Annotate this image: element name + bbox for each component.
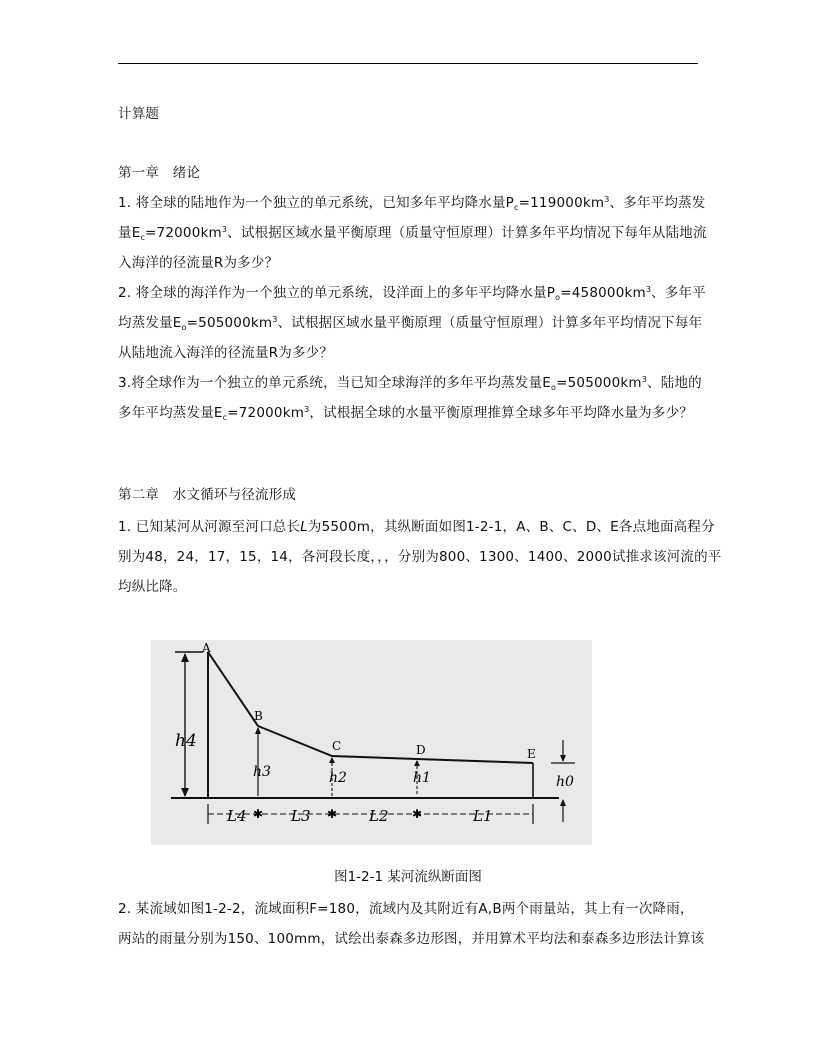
length-label-l1: L1 bbox=[473, 807, 493, 825]
ch2-q1-line1: 1. 已知某河从河源至河口总长L为5500m，其纵断面如图1-2-1，A、B、C、D、E各点地面高程分 bbox=[118, 519, 715, 535]
ch1-q1-line2: 量$E_c=72000km^3$、试根据区域水量平衡原理（质量守恒原理）计算多年平均情况下每年从陆地流 bbox=[118, 225, 707, 242]
ch2-q1-line2: 别为48，24，17，15，14，各河段长度，，，分别为800、1300、1400、2000试推求该河流的平 bbox=[118, 549, 722, 565]
ch2-q2-line1: 2. 某流域如图1-2-2，流域面积F=180，流域内及其附近有A,B两个雨量站，其上有一次降雨， bbox=[118, 901, 694, 917]
chapter1-title: 第一章 绪论 bbox=[118, 165, 201, 181]
point-label-c: C bbox=[332, 739, 342, 753]
ch1-q1-line3: 入海洋的径流量R为多少？ bbox=[118, 255, 279, 271]
ch1-q1-line1: 1. 将全球的陆地作为一个独立的单元系统，已知多年平均降水量$P_c=119000km^3$、多年平均蒸发 bbox=[118, 195, 706, 212]
ch1-q2-line1: 2. 将全球的海洋作为一个独立的单元系统，设洋面上的多年平均降水量$P_o=458000km^3$、多年平 bbox=[118, 285, 706, 302]
length-tick-b: ✱ bbox=[252, 807, 264, 821]
point-label-b: B bbox=[254, 709, 263, 723]
height-label-h0: h0 bbox=[556, 774, 574, 790]
height-label-h2: h2 bbox=[329, 770, 347, 786]
length-label-l2: L2 bbox=[369, 807, 389, 825]
ch1-q3-line2: 多年平均蒸发量$E_c=72000km^3$，试根据全球的水量平衡原理推算全球多年平均降水量为多少？ bbox=[118, 405, 693, 422]
ch1-q2-line2: 均蒸发量$E_o=505000km^3$、试根据区域水量平衡原理（质量守恒原理）计算多年平均情况下每年 bbox=[118, 315, 703, 332]
h0-arrow-up bbox=[560, 799, 566, 806]
point-label-e: E bbox=[527, 747, 536, 761]
h3-arrow-up bbox=[255, 727, 261, 734]
river-profile-diagram bbox=[151, 640, 592, 845]
figure-caption: 图1-2-1 某河流纵断面图 bbox=[334, 869, 482, 885]
ch1-q2-line3: 从陆地流入海洋的径流量R为多少？ bbox=[118, 345, 334, 361]
length-tick-c: ✱ bbox=[326, 807, 338, 821]
height-label-h1: h1 bbox=[413, 770, 431, 786]
point-label-a: A bbox=[202, 641, 211, 655]
ch2-q2-line2: 两站的雨量分别为150、100mm，试绘出泰森多边形图，并用算术平均法和泰森多边形法计算该 bbox=[118, 931, 705, 947]
height-label-h3: h3 bbox=[253, 764, 271, 780]
length-tick-d: ✱ bbox=[411, 807, 423, 821]
chapter2-title: 第二章 水文循环与径流形成 bbox=[118, 487, 297, 503]
river-profile-figure bbox=[151, 640, 592, 845]
point-label-d: D bbox=[416, 743, 426, 757]
h4-arrow-down bbox=[181, 788, 189, 797]
h0-arrow-down bbox=[560, 755, 566, 762]
h4-arrow-up bbox=[181, 653, 189, 662]
ch2-q1-line3: 均纵比降。 bbox=[118, 579, 187, 595]
length-label-l3: L3 bbox=[291, 807, 311, 825]
header-rule bbox=[118, 63, 698, 64]
river-profile-line bbox=[208, 652, 533, 763]
section-heading: 计算题 bbox=[118, 106, 160, 122]
length-label-l4: L4 bbox=[227, 807, 247, 825]
ch1-q3-line1: 3.将全球作为一个独立的单元系统，当已知全球海洋的多年平均蒸发量$E_o=505000km^3$、陆地的 bbox=[118, 375, 702, 392]
h2-arrow-up bbox=[329, 757, 335, 763]
h1-arrow-up bbox=[414, 760, 420, 766]
height-label-h4: h4 bbox=[175, 731, 197, 751]
